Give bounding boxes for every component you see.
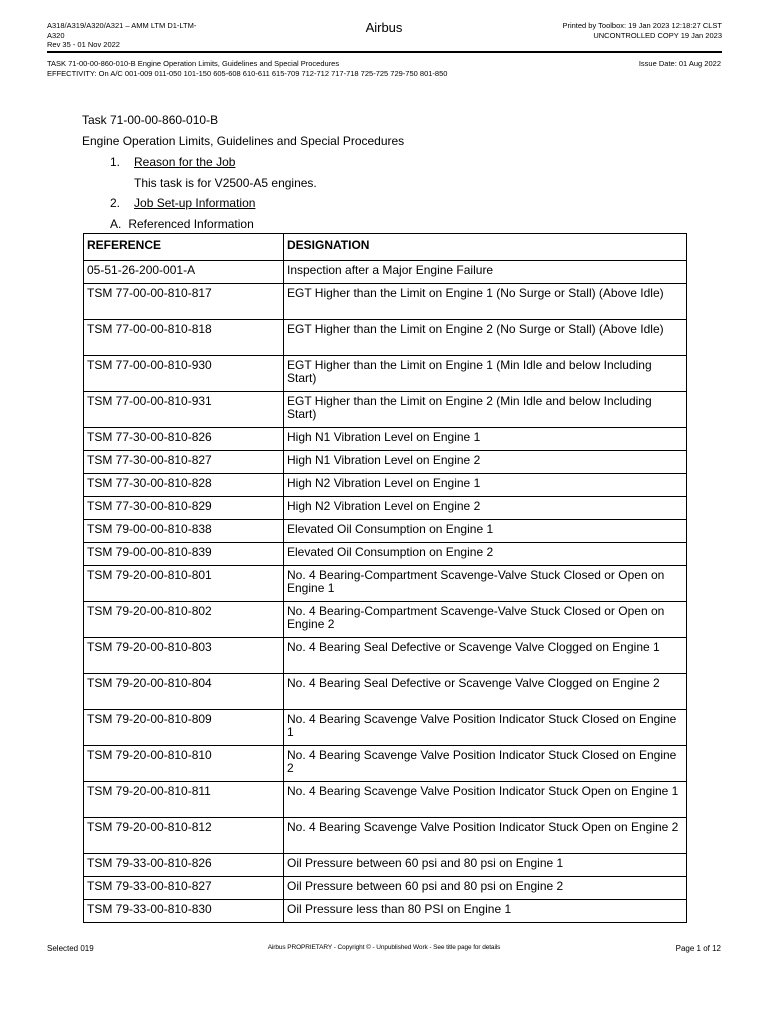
cell-designation: High N2 Vibration Level on Engine 1 bbox=[284, 474, 687, 497]
header-title: Airbus bbox=[365, 20, 403, 35]
cell-designation: High N1 Vibration Level on Engine 2 bbox=[284, 451, 687, 474]
table-header-row bbox=[84, 234, 687, 261]
step-1-text: This task is for V2500-A5 engines. bbox=[134, 176, 317, 190]
cell-reference: 05-51-26-200-001-A bbox=[84, 261, 284, 284]
header-print-info bbox=[562, 21, 722, 40]
cell-designation: No. 4 Bearing Seal Defective or Scavenge Valve Clogged on Engine 2 bbox=[284, 674, 687, 710]
step-a-label: Referenced Information bbox=[128, 217, 254, 231]
cell-reference: TSM 79-20-00-810-802 bbox=[84, 602, 284, 638]
cell-designation: Elevated Oil Consumption on Engine 1 bbox=[284, 520, 687, 543]
header-doc-line-2: A320 bbox=[47, 30, 65, 40]
table-row bbox=[84, 638, 687, 674]
cell-designation: Inspection after a Major Engine Failure bbox=[284, 261, 687, 284]
table-row bbox=[84, 261, 687, 284]
cell-reference: TSM 79-20-00-810-810 bbox=[84, 746, 284, 782]
header-task-line: TASK 71-00-00-860-010-B Engine Operation Limits, Guidelines and Special Procedures bbox=[47, 59, 340, 68]
table-row bbox=[84, 602, 687, 638]
cell-designation: Oil Pressure between 60 psi and 80 psi on Engine 1 bbox=[284, 854, 687, 877]
cell-designation: EGT Higher than the Limit on Engine 1 (No Surge or Stall) (Above Idle) bbox=[284, 284, 687, 320]
cell-reference: TSM 79-20-00-810-804 bbox=[84, 674, 284, 710]
task-subtitle: Engine Operation Limits, Guidelines and Special Procedures bbox=[82, 134, 405, 148]
cell-designation: No. 4 Bearing Scavenge Valve Position Indicator Stuck Closed on Engine 1 bbox=[284, 710, 687, 746]
step-2-label: Job Set-up Information bbox=[134, 196, 256, 210]
step-1 bbox=[110, 155, 235, 169]
cell-designation: No. 4 Bearing-Compartment Scavenge-Valve Stuck Closed or Open on Engine 2 bbox=[284, 602, 687, 638]
cell-reference: TSM 77-30-00-810-829 bbox=[84, 497, 284, 520]
table-row bbox=[84, 356, 687, 392]
cell-designation: EGT Higher than the Limit on Engine 1 (Min Idle and below Including Start) bbox=[284, 356, 687, 392]
task-title: Task 71-00-00-860-010-B bbox=[82, 113, 219, 127]
header-doc-line-1: A318/A319/A320/A321 – AMM LTM D1-LTM- bbox=[47, 21, 197, 30]
cell-designation: High N2 Vibration Level on Engine 2 bbox=[284, 497, 687, 520]
header-divider bbox=[47, 51, 722, 53]
cell-reference: TSM 79-20-00-810-811 bbox=[84, 782, 284, 818]
cell-reference: TSM 77-30-00-810-826 bbox=[84, 428, 284, 451]
table-row bbox=[84, 900, 687, 923]
cell-reference: TSM 79-33-00-810-827 bbox=[84, 877, 284, 900]
cell-reference: TSM 79-20-00-810-801 bbox=[84, 566, 284, 602]
cell-designation: EGT Higher than the Limit on Engine 2 (No Surge or Stall) (Above Idle) bbox=[284, 320, 687, 356]
step-2-number: 2. bbox=[110, 196, 121, 210]
cell-reference: TSM 79-33-00-810-830 bbox=[84, 900, 284, 923]
step-1-number: 1. bbox=[110, 155, 121, 169]
header-revision: Rev 35 - 01 Nov 2022 bbox=[47, 40, 120, 49]
header-printed-by: Printed by Toolbox: 19 Jan 2023 12:18:27 CLST bbox=[562, 21, 722, 30]
table-row bbox=[84, 497, 687, 520]
cell-designation: Oil Pressure between 60 psi and 80 psi on Engine 2 bbox=[284, 877, 687, 900]
cell-reference: TSM 79-33-00-810-826 bbox=[84, 854, 284, 877]
step-a-number: A. bbox=[110, 217, 122, 231]
table-row bbox=[84, 854, 687, 877]
header-doc-info bbox=[47, 21, 297, 50]
cell-reference: TSM 77-00-00-810-818 bbox=[84, 320, 284, 356]
table-row bbox=[84, 746, 687, 782]
cell-designation: High N1 Vibration Level on Engine 1 bbox=[284, 428, 687, 451]
cell-reference: TSM 77-00-00-810-931 bbox=[84, 392, 284, 428]
cell-reference: TSM 77-30-00-810-827 bbox=[84, 451, 284, 474]
table-row bbox=[84, 474, 687, 497]
cell-reference: TSM 79-00-00-810-838 bbox=[84, 520, 284, 543]
table-row bbox=[84, 428, 687, 451]
table-row bbox=[84, 674, 687, 710]
header-uncontrolled: UNCONTROLLED COPY 19 Jan 2023 bbox=[593, 30, 722, 40]
header-reference: REFERENCE bbox=[84, 234, 284, 261]
table-row bbox=[84, 877, 687, 900]
cell-designation: No. 4 Bearing Seal Defective or Scavenge Valve Clogged on Engine 1 bbox=[284, 638, 687, 674]
table-row bbox=[84, 284, 687, 320]
cell-designation: No. 4 Bearing-Compartment Scavenge-Valve Stuck Closed or Open on Engine 1 bbox=[284, 566, 687, 602]
cell-designation: No. 4 Bearing Scavenge Valve Position Indicator Stuck Open on Engine 1 bbox=[284, 782, 687, 818]
table-row bbox=[84, 710, 687, 746]
cell-designation: Oil Pressure less than 80 PSI on Engine 1 bbox=[284, 900, 687, 923]
table-row bbox=[84, 566, 687, 602]
cell-reference: TSM 77-30-00-810-828 bbox=[84, 474, 284, 497]
header-task-info bbox=[47, 59, 607, 78]
table-row bbox=[84, 782, 687, 818]
step-2 bbox=[110, 196, 255, 210]
table-row bbox=[84, 543, 687, 566]
cell-designation: No. 4 Bearing Scavenge Valve Position Indicator Stuck Open on Engine 2 bbox=[284, 818, 687, 854]
reference-table bbox=[83, 233, 687, 923]
header-effectivity: EFFECTIVITY: On A/C 001-009 011-050 101-150 605-608 610-611 615-709 712-712 717-718 725-725 729-750 801-850 bbox=[47, 68, 448, 78]
header-issue-date: Issue Date: 01 Aug 2022 bbox=[638, 59, 721, 68]
cell-designation: EGT Higher than the Limit on Engine 2 (Min Idle and below Including Start) bbox=[284, 392, 687, 428]
cell-reference: TSM 77-00-00-810-930 bbox=[84, 356, 284, 392]
cell-reference: TSM 77-00-00-810-817 bbox=[84, 284, 284, 320]
cell-reference: TSM 79-20-00-810-812 bbox=[84, 818, 284, 854]
table-row bbox=[84, 392, 687, 428]
step-a bbox=[110, 217, 254, 231]
footer-proprietary: Airbus PROPRIETARY - Copyright © - Unpublished Work - See title page for details bbox=[267, 944, 501, 951]
table-row bbox=[84, 818, 687, 854]
header-designation: DESIGNATION bbox=[284, 234, 687, 261]
cell-designation: Elevated Oil Consumption on Engine 2 bbox=[284, 543, 687, 566]
table-row bbox=[84, 520, 687, 543]
footer-proprietary-wrap bbox=[0, 944, 768, 951]
table-row bbox=[84, 320, 687, 356]
cell-reference: TSM 79-20-00-810-809 bbox=[84, 710, 284, 746]
footer-selected: Selected 019 bbox=[47, 944, 94, 953]
cell-reference: TSM 79-20-00-810-803 bbox=[84, 638, 284, 674]
cell-designation: No. 4 Bearing Scavenge Valve Position Indicator Stuck Closed on Engine 2 bbox=[284, 746, 687, 782]
table-row bbox=[84, 451, 687, 474]
cell-reference: TSM 79-00-00-810-839 bbox=[84, 543, 284, 566]
step-1-label: Reason for the Job bbox=[134, 155, 236, 169]
footer-page-number: Page 1 of 12 bbox=[675, 944, 721, 953]
